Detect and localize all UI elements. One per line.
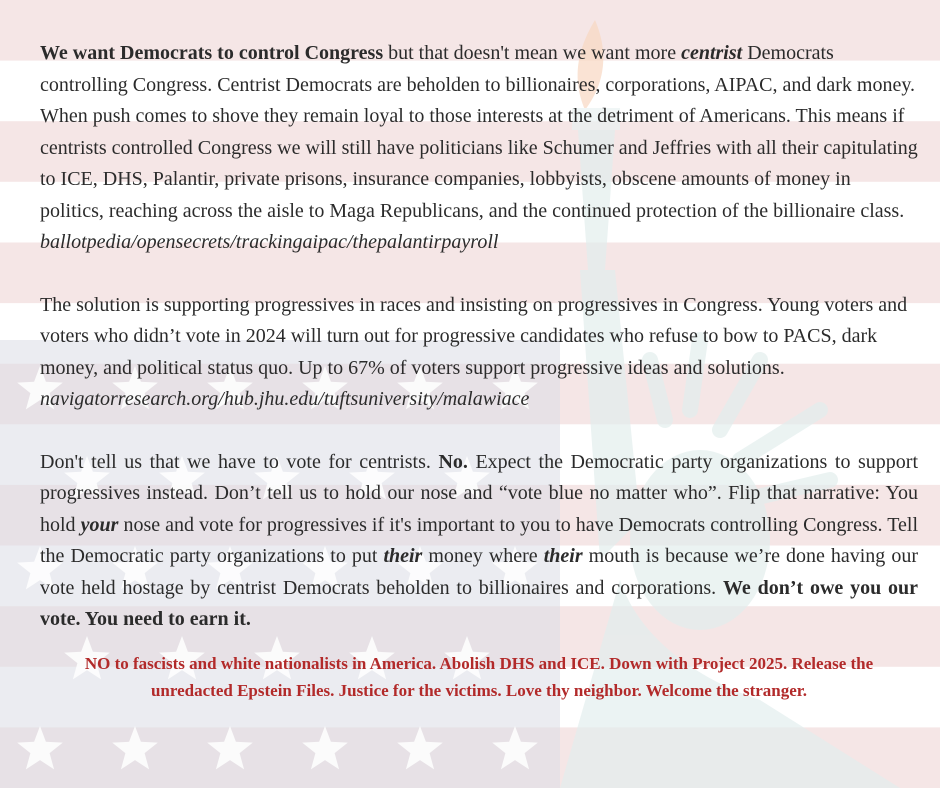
sources-line-2: navigatorresearch.org/hub.jhu.edu/tuftsuniversity/malawiace xyxy=(40,388,530,410)
post-text xyxy=(40,38,918,704)
paragraph-vote: Don't tell us that we have to vote for centrists. No. Expect the Democratic party organizations to support progressives instead. Don’t tell us to hold our nose and “vote blue no matter who”. Flip that narrative: You hold your nose and vote for progressives if it's important to you to have Democrats controlling Congress. Tell the Democratic party organizations to put their money where their mouth is because we’re done having our vote held hostage by centrist Democrats beholden to billionaires and corporations. We don’t owe you our vote. You need to earn it. xyxy=(40,450,919,630)
footer-statement: NO to fascists and white nationalists in America. Abolish DHS and ICE. Down with Project 2025. Release the unredacted Epstein Files. Justice for the victims. Love thy neighbor. Welcome the stranger. xyxy=(84,653,874,700)
sources-line-1: ballotpedia/opensecrets/trackingaipac/thepalantirpayroll xyxy=(40,231,499,253)
closing-statement: We don’t owe you our vote. You need to earn it. xyxy=(40,576,918,630)
paragraph-progressives: The solution is supporting progressives in races and insisting on progressives in Congress. Young voters and voters who didn’t vote in 2024 will turn out for progressive candidates who refuse to bow to PACS, dark money, and political status quo. Up to 67% of voters support progressive ideas and solutions. navigatorresearch.org/hub.jhu.edu/tuftsuniversity/malawiace xyxy=(40,293,908,410)
paragraph-centrists: We want Democrats to control Congress but that doesn't mean we want more centrist Democrats controlling Congress. Centrist Democrats are beholden to billionaires, corporations, AIPAC, and dark money. When push comes to shove they remain loyal to those interests at the detriment of Americans. This means if centrists controlled Congress we will still have politicians like Schumer and Jeffries with all their capitulating to ICE, DHS, Palantir, private prisons, insurance companies, lobbyists, obscene amounts of money in politics, reaching across the aisle to Maga Republicans, and the continued protection of the billionaire class. ballotpedia/opensecrets/trackingaipac/thepalantirpayroll xyxy=(40,42,918,253)
lead-statement: We want Democrats to control Congress xyxy=(40,42,384,64)
